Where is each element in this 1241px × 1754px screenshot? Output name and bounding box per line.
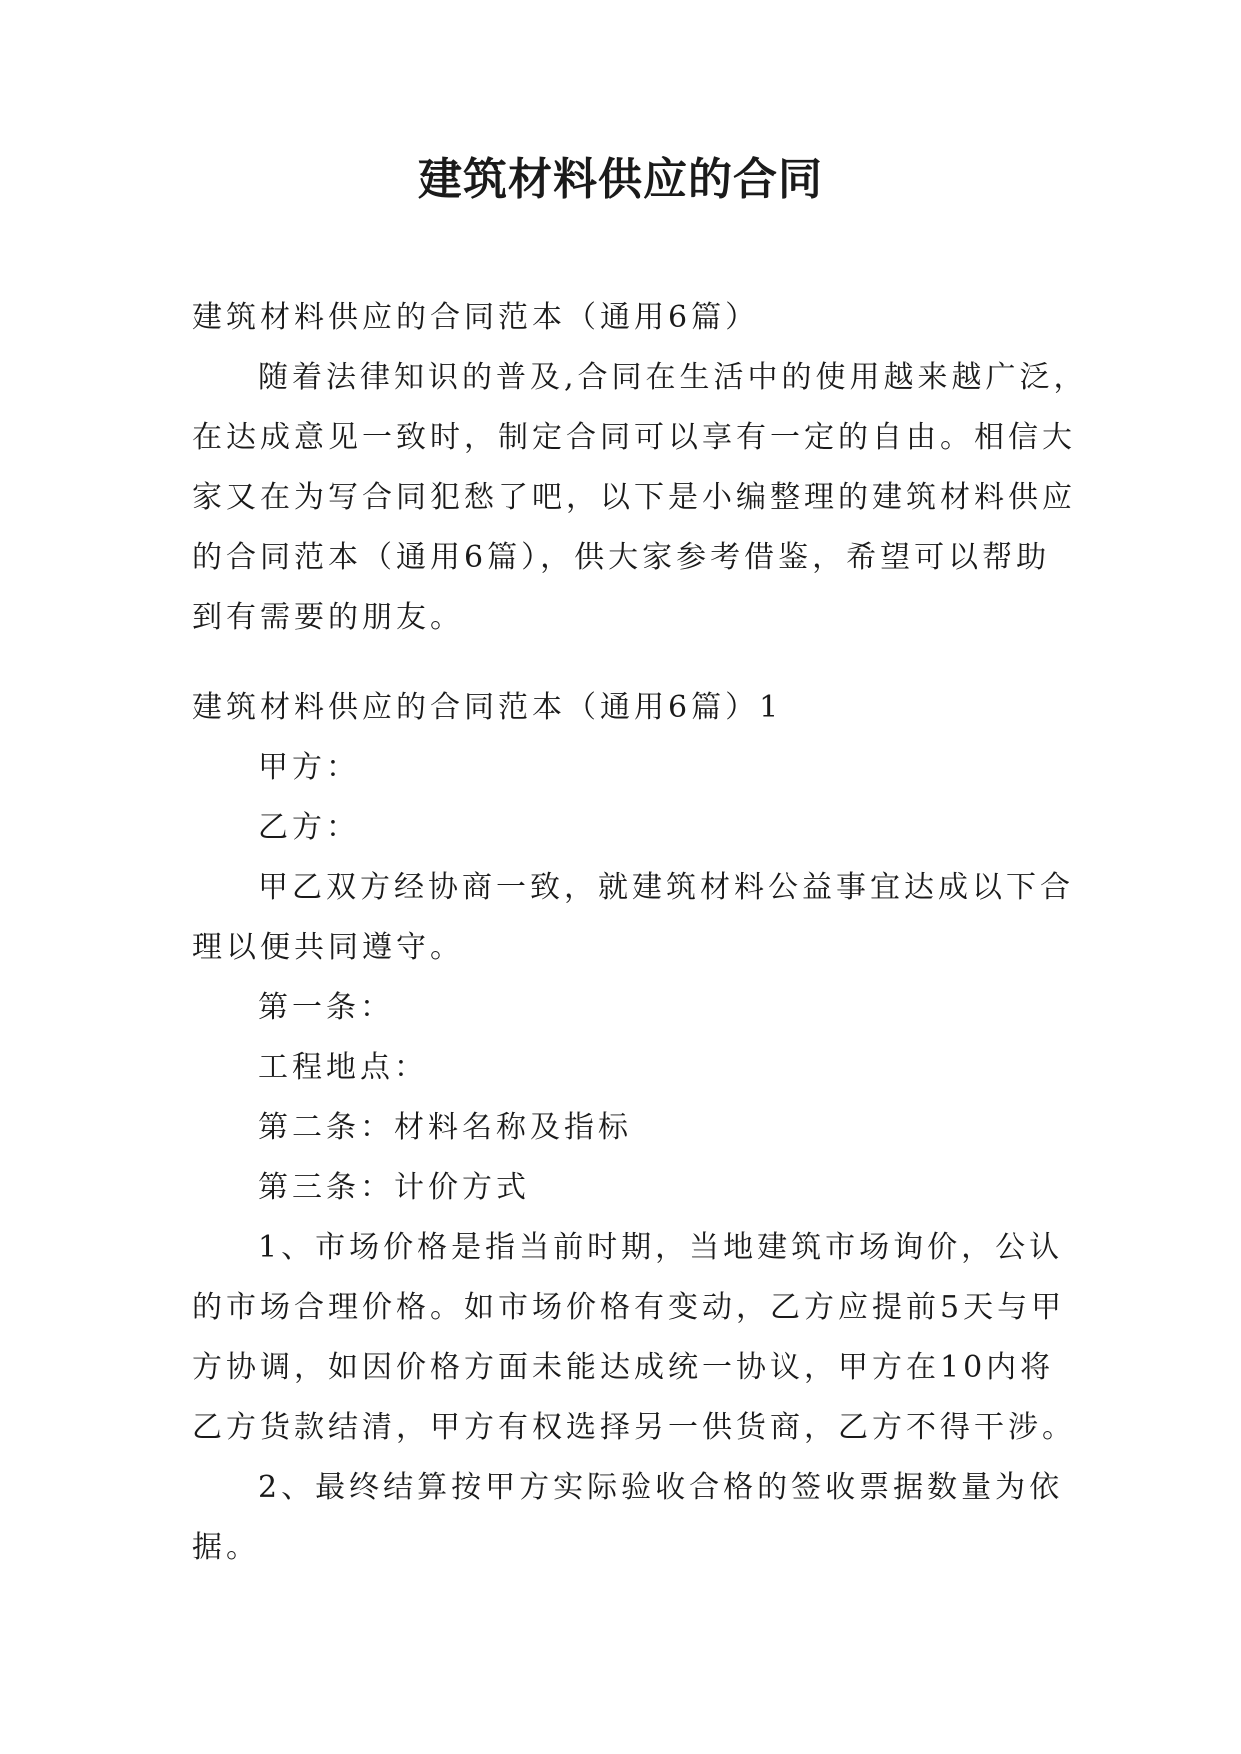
party-b-label: 乙方： <box>258 810 360 845</box>
project-site: 工程地点： <box>258 1050 428 1085</box>
agreement-line: 理以便共同遵守。 <box>192 930 464 965</box>
subtitle: 建筑材料供应的合同范本（通用6篇） <box>192 300 760 335</box>
clause-line: 乙方货款结清，甲方有权选择另一供货商，乙方不得干涉。 <box>192 1410 1076 1445</box>
clause-2-paragraph <box>192 1458 1064 1578</box>
party-a-label: 甲方： <box>258 750 360 785</box>
intro-line: 随着法律知识的普及,合同在生活中的使用越来越广泛， <box>258 360 1088 395</box>
agreement-paragraph <box>192 858 1074 978</box>
section-heading: 建筑材料供应的合同范本（通用6篇）1 <box>192 690 783 725</box>
clause-1-paragraph <box>192 1218 1076 1458</box>
section-spacer <box>192 648 1052 678</box>
clause-line: 方协调，如因价格方面未能达成统一协议，甲方在10内将 <box>192 1350 1055 1385</box>
clause-line: 的市场合理价格。如市场价格有变动，乙方应提前5天与甲 <box>192 1290 1066 1325</box>
document-body <box>192 288 1088 1578</box>
intro-line: 在达成意见一致时，制定合同可以享有一定的自由。相信大 <box>192 420 1076 455</box>
clause-line: 1、市场价格是指当前时期，当地建筑市场询价，公认 <box>258 1230 1064 1265</box>
agreement-line: 甲乙双方经协商一致，就建筑材料公益事宜达成以下合 <box>258 870 1074 905</box>
article-2: 第二条：材料名称及指标 <box>258 1110 632 1145</box>
article-1: 第一条： <box>258 990 394 1025</box>
clause-line: 2、最终结算按甲方实际验收合格的签收票据数量为依 <box>258 1470 1064 1505</box>
article-3: 第三条：计价方式 <box>258 1170 530 1205</box>
intro-line: 的合同范本（通用6篇），供大家参考借鉴，希望可以帮助 <box>192 540 1051 575</box>
intro-paragraph <box>192 348 1088 648</box>
intro-line: 家又在为写合同犯愁了吧，以下是小编整理的建筑材料供应 <box>192 480 1076 515</box>
document-title: 建筑材料供应的合同 <box>418 154 823 205</box>
intro-line: 到有需要的朋友。 <box>192 600 464 635</box>
clause-line: 据。 <box>192 1530 260 1565</box>
